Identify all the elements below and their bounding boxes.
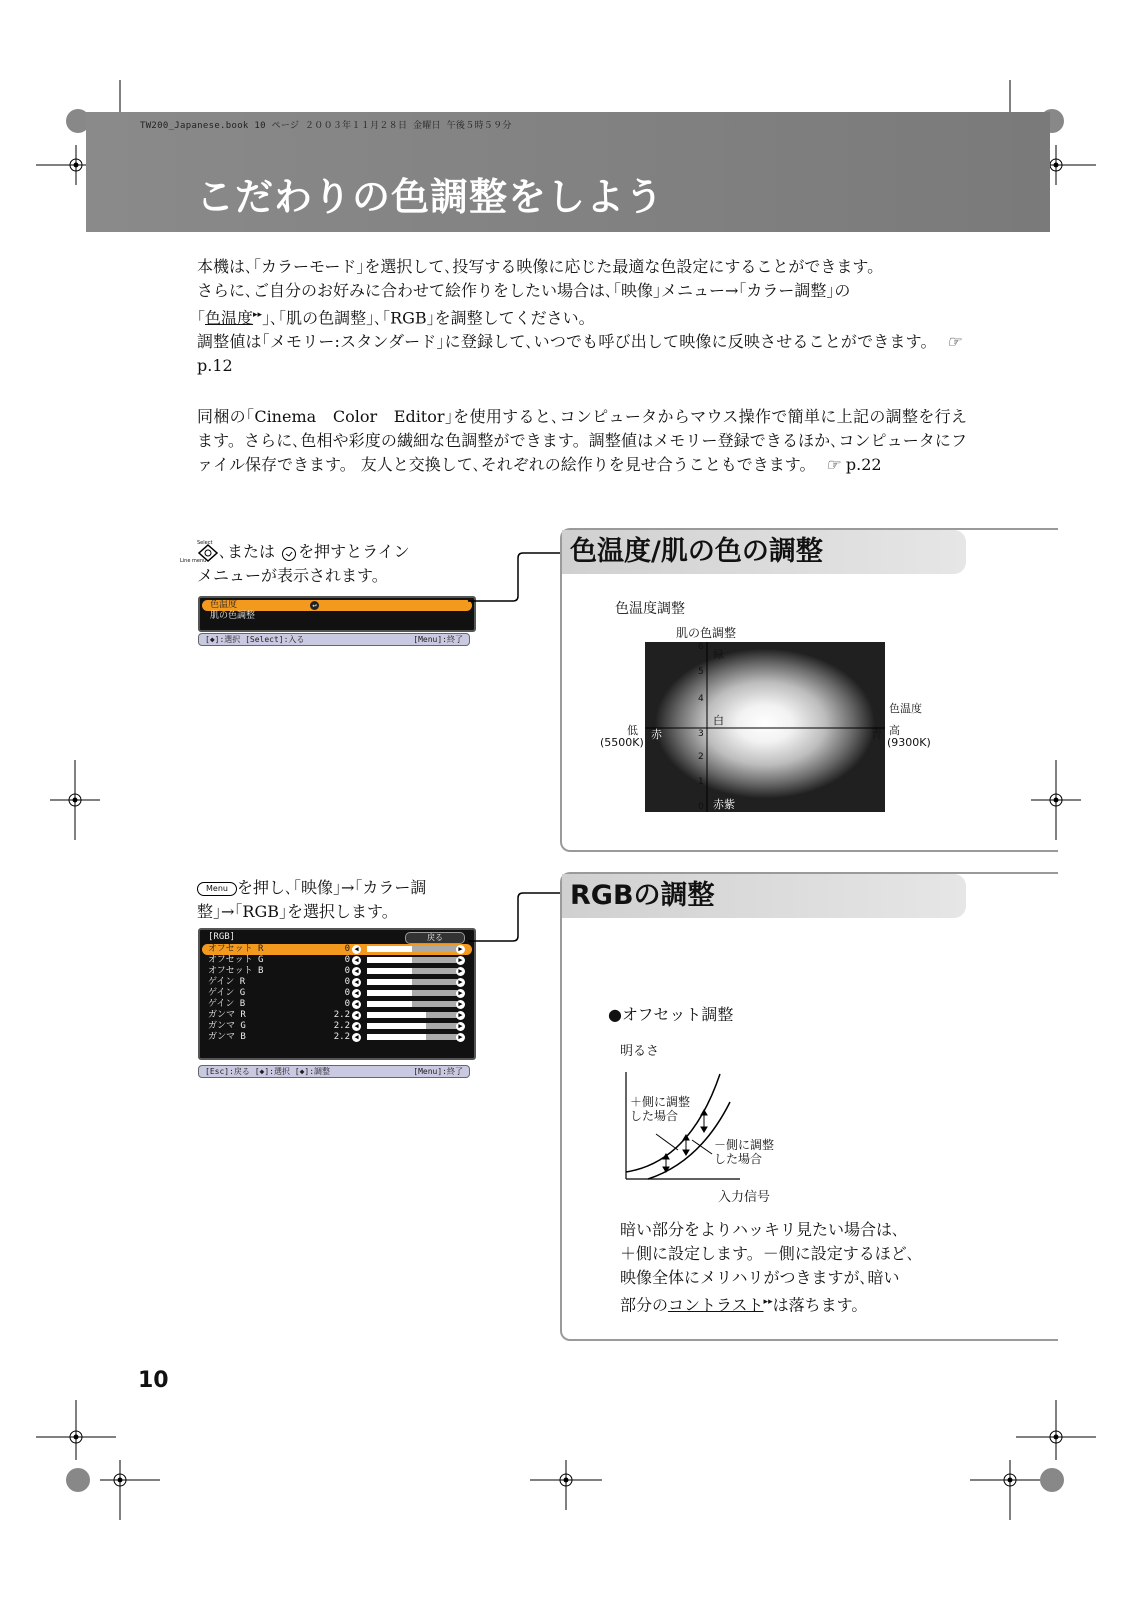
rgb-row[interactable] bbox=[202, 966, 472, 977]
intro-text-4: 同梱の｢Cinema Color Editor｣を使用すると､コンピュータからマウス操作で簡単に上記の調整を行えます。さらに､色相や彩度の繊細な色調整ができます。調整値はメモリー登録できるほか､コンピュータにファイル保存できます。 友人と交換して､それぞれの絵作りを見せ合うこともできます。 bbox=[197, 407, 967, 474]
rgb-menu-header bbox=[202, 932, 472, 943]
value-slider[interactable] bbox=[367, 968, 457, 974]
intro-text-1: 本機は､｢カラーモード｣を選択して､投写する映像に応じた最適な色設定にすることができます。 bbox=[197, 257, 884, 276]
rgb-row[interactable] bbox=[202, 1021, 472, 1032]
rgb-row[interactable] bbox=[202, 988, 472, 999]
intro-text-2b bbox=[197, 303, 967, 330]
increase-arrow-icon[interactable]: ▶ bbox=[456, 1011, 465, 1020]
y-axis-label: 肌の色調整 bbox=[676, 626, 737, 640]
slider-fill bbox=[367, 1034, 426, 1040]
glossary-arrow-icon: ▸▸ bbox=[763, 1297, 773, 1307]
page-ref-12[interactable]: p.12 bbox=[197, 356, 233, 376]
rgb-row-label: ガンマ R bbox=[208, 1010, 246, 1020]
y-tick-0: 0 bbox=[698, 802, 704, 812]
rgb-menu-osd bbox=[198, 928, 476, 1060]
desc-4a: 部分の bbox=[620, 1295, 669, 1315]
label-green: 緑 bbox=[713, 648, 724, 661]
rgb-description bbox=[620, 1218, 960, 1317]
y-tick-5: 5 bbox=[698, 667, 704, 677]
enter-icon: ↵ bbox=[310, 601, 319, 610]
intro-paragraph-1 bbox=[197, 255, 967, 378]
slider-fill bbox=[367, 1023, 426, 1029]
value-slider[interactable] bbox=[367, 957, 457, 963]
page-title: こだわりの色調整をしよう bbox=[196, 175, 665, 219]
rgb-row-label: ゲイン R bbox=[208, 977, 246, 987]
select-label: Select bbox=[197, 540, 213, 546]
rgb-row[interactable] bbox=[202, 999, 472, 1010]
slider-fill bbox=[367, 957, 412, 963]
x-axis-label: 色温度 bbox=[889, 702, 922, 715]
page-ref-22[interactable]: p.22 bbox=[845, 455, 882, 474]
rgb-row-value: 2.2 bbox=[333, 1010, 350, 1020]
graph-x-label: 入力信号 bbox=[718, 1190, 771, 1205]
rgb-menu-footer bbox=[198, 1065, 470, 1078]
value-slider[interactable] bbox=[367, 946, 457, 952]
minus-label-1: －側に調整 bbox=[714, 1138, 775, 1152]
step2-line-1 bbox=[197, 876, 487, 900]
rgb-row-label: オフセット G bbox=[208, 955, 264, 965]
rgb-row-value: 0 bbox=[344, 955, 350, 965]
rgb-row[interactable] bbox=[202, 955, 472, 966]
menu-button-icon: Menu bbox=[197, 882, 237, 896]
intro-paragraph-2 bbox=[197, 405, 967, 477]
footer-left: [Esc]:戻る [◆]:選択 [◆]:調整 bbox=[205, 1067, 331, 1076]
plus-adjust-label bbox=[630, 1095, 690, 1123]
connector-line bbox=[468, 888, 568, 948]
desc-line-4 bbox=[620, 1290, 960, 1317]
step1-text-a: ､または bbox=[219, 542, 276, 561]
y-tick-6: 6 bbox=[698, 642, 704, 652]
rgb-row[interactable] bbox=[202, 944, 472, 955]
slider-fill bbox=[367, 968, 412, 974]
increase-arrow-icon[interactable]: ▶ bbox=[456, 1033, 465, 1042]
decrease-arrow-icon[interactable]: ◀ bbox=[352, 967, 361, 976]
value-slider[interactable] bbox=[367, 979, 457, 985]
value-slider[interactable] bbox=[367, 1001, 457, 1007]
value-slider[interactable] bbox=[367, 1034, 457, 1040]
decrease-arrow-icon[interactable]: ◀ bbox=[352, 945, 361, 954]
chart-label-layer bbox=[645, 642, 885, 812]
increase-arrow-icon[interactable]: ▶ bbox=[456, 989, 465, 998]
rgb-row[interactable] bbox=[202, 1010, 472, 1021]
step2-text-b: 整｣→｢RGB｣を選択します。 bbox=[197, 902, 398, 921]
label-magenta: 赤紫 bbox=[713, 798, 735, 811]
increase-arrow-icon[interactable]: ▶ bbox=[456, 978, 465, 987]
step1-line-2: メニューが表示されます。 bbox=[197, 566, 388, 585]
value-slider[interactable] bbox=[367, 1012, 457, 1018]
label-white: 白 bbox=[713, 714, 724, 727]
label-red: 赤 bbox=[651, 728, 662, 741]
axis-low: 低 bbox=[627, 724, 638, 737]
increase-arrow-icon[interactable]: ▶ bbox=[456, 945, 465, 954]
increase-arrow-icon[interactable]: ▶ bbox=[456, 967, 465, 976]
step1-line-1 bbox=[197, 540, 487, 564]
increase-arrow-icon[interactable]: ▶ bbox=[456, 1000, 465, 1009]
slider-fill bbox=[367, 1012, 426, 1018]
label-blue: 青 bbox=[871, 728, 882, 741]
intro-text-3-body: 調整値は｢メモリー:スタンダード｣に登録して､いつでも呼び出して映像に反映させることができます。 bbox=[197, 332, 937, 352]
value-slider[interactable] bbox=[367, 1023, 457, 1029]
line-menu-label: Line menu bbox=[180, 558, 207, 564]
y-tick-2: 2 bbox=[698, 752, 704, 762]
rgb-row-label: ゲイン G bbox=[208, 988, 246, 998]
rgb-menu-title: [RGB] bbox=[208, 932, 236, 942]
rgb-row-value: 0 bbox=[344, 988, 350, 998]
intro-text-2b-rest: ｣､｢肌の色調整｣､｢RGB｣を調整してください。 bbox=[262, 308, 595, 328]
reference-hand-icon: ☞ bbox=[825, 455, 840, 474]
line-menu-osd bbox=[198, 596, 476, 632]
offset-graph bbox=[620, 1062, 760, 1187]
value-slider[interactable] bbox=[367, 990, 457, 996]
rgb-row-label: ガンマ G bbox=[208, 1021, 246, 1031]
decrease-arrow-icon[interactable]: ◀ bbox=[352, 978, 361, 987]
rgb-row-label: ガンマ B bbox=[208, 1032, 246, 1042]
y-tick-3: 3 bbox=[698, 729, 704, 739]
step2-text-a: を押し､｢映像｣→｢カラー調 bbox=[236, 878, 427, 897]
rgb-row-value: 0 bbox=[344, 944, 350, 954]
bracket: ｢ bbox=[197, 308, 206, 328]
axis-low-kelvin: (5500K) bbox=[600, 736, 644, 749]
desc-line-2: ＋側に設定します。－側に設定するほど､ bbox=[620, 1244, 915, 1263]
color-temp-link[interactable]: 色温度 bbox=[205, 308, 254, 328]
rgb-row-value: 0 bbox=[344, 999, 350, 1009]
decrease-arrow-icon[interactable]: ◀ bbox=[352, 1033, 361, 1042]
reference-hand-icon: ☞ bbox=[946, 332, 961, 352]
slider-fill bbox=[367, 979, 412, 985]
line-menu-item-label: 色温度 bbox=[210, 600, 238, 610]
section-rgb-title: RGBの調整 bbox=[562, 874, 966, 918]
plus-label-1: ＋側に調整 bbox=[630, 1095, 691, 1109]
line-menu-footer bbox=[198, 633, 470, 646]
intro-text-3 bbox=[197, 330, 967, 378]
footer-right: [Menu]:終了 bbox=[413, 635, 463, 644]
rgb-row-label: オフセット B bbox=[208, 966, 264, 976]
plus-label-2: した場合 bbox=[630, 1109, 679, 1123]
graph-y-label: 明るさ bbox=[620, 1044, 660, 1059]
glossary-arrow-icon: ▸▸ bbox=[253, 310, 263, 320]
intro-text-2: さらに､ご自分のお好みに合わせて絵作りをしたい場合は､｢映像｣メニュー→｢カラー調整｣の bbox=[197, 281, 851, 300]
axis-high-kelvin: (9300K) bbox=[887, 736, 931, 749]
back-button[interactable]: 戻る bbox=[405, 932, 465, 944]
decrease-arrow-icon[interactable]: ◀ bbox=[352, 1022, 361, 1031]
rgb-row-label: ゲイン B bbox=[208, 999, 246, 1009]
minus-label-2: した場合 bbox=[714, 1152, 763, 1166]
slider-fill bbox=[367, 946, 412, 952]
footer-right: [Menu]:終了 bbox=[413, 1067, 463, 1076]
rgb-row[interactable] bbox=[202, 977, 472, 988]
increase-arrow-icon[interactable]: ▶ bbox=[456, 956, 465, 965]
axis-high: 高 bbox=[889, 724, 900, 737]
rgb-row[interactable] bbox=[202, 1032, 472, 1043]
connector-line bbox=[468, 548, 568, 608]
rgb-rows bbox=[202, 944, 472, 1043]
minus-adjust-label bbox=[714, 1138, 774, 1166]
decrease-arrow-icon[interactable]: ◀ bbox=[352, 956, 361, 965]
decrease-arrow-icon[interactable]: ◀ bbox=[352, 1011, 361, 1020]
y-tick-4: 4 bbox=[698, 694, 704, 704]
offset-bullet: ●オフセット調整 bbox=[608, 1005, 734, 1024]
desc-4b: は落ちます。 bbox=[772, 1295, 868, 1315]
page-number: 10 bbox=[138, 1368, 169, 1393]
rgb-row-value: 0 bbox=[344, 977, 350, 987]
y-tick-1: 1 bbox=[698, 777, 704, 787]
desc-line-3: 映像全体にメリハリがつきますが､暗い bbox=[620, 1268, 900, 1287]
slider-fill bbox=[367, 990, 412, 996]
rgb-row-value: 2.2 bbox=[333, 1032, 350, 1042]
increase-arrow-icon[interactable]: ▶ bbox=[456, 1022, 465, 1031]
step2-instructions bbox=[197, 876, 487, 924]
contrast-link[interactable]: コントラスト bbox=[668, 1295, 764, 1315]
decrease-arrow-icon[interactable]: ◀ bbox=[352, 989, 361, 998]
rgb-row-value: 0 bbox=[344, 966, 350, 976]
chart-title: 色温度調整 bbox=[615, 601, 685, 617]
step1-text-b: を押すとライン bbox=[298, 542, 410, 561]
select-button-icon bbox=[280, 544, 298, 562]
slider-fill bbox=[367, 1001, 412, 1007]
line-menu-item-label: 肌の色調整 bbox=[210, 611, 256, 621]
rgb-row-label: オフセット R bbox=[208, 944, 264, 954]
section-color-temp-title: 色温度/肌の色の調整 bbox=[562, 530, 966, 574]
decrease-arrow-icon[interactable]: ◀ bbox=[352, 1000, 361, 1009]
line-menu-item-skin[interactable] bbox=[202, 611, 472, 622]
book-info: TW200_Japanese.book 10 ページ ２００３年１１月２８日 金曜日 午後５時５９分 bbox=[140, 121, 512, 131]
desc-line-1: 暗い部分をよりハッキリ見たい場合は､ bbox=[620, 1220, 901, 1239]
line-menu-item-color-temp[interactable] bbox=[202, 600, 472, 611]
footer-left: [◆]:選択 [Select]:入る bbox=[205, 635, 305, 644]
step1-instructions bbox=[197, 540, 487, 588]
rgb-row-value: 2.2 bbox=[333, 1021, 350, 1031]
